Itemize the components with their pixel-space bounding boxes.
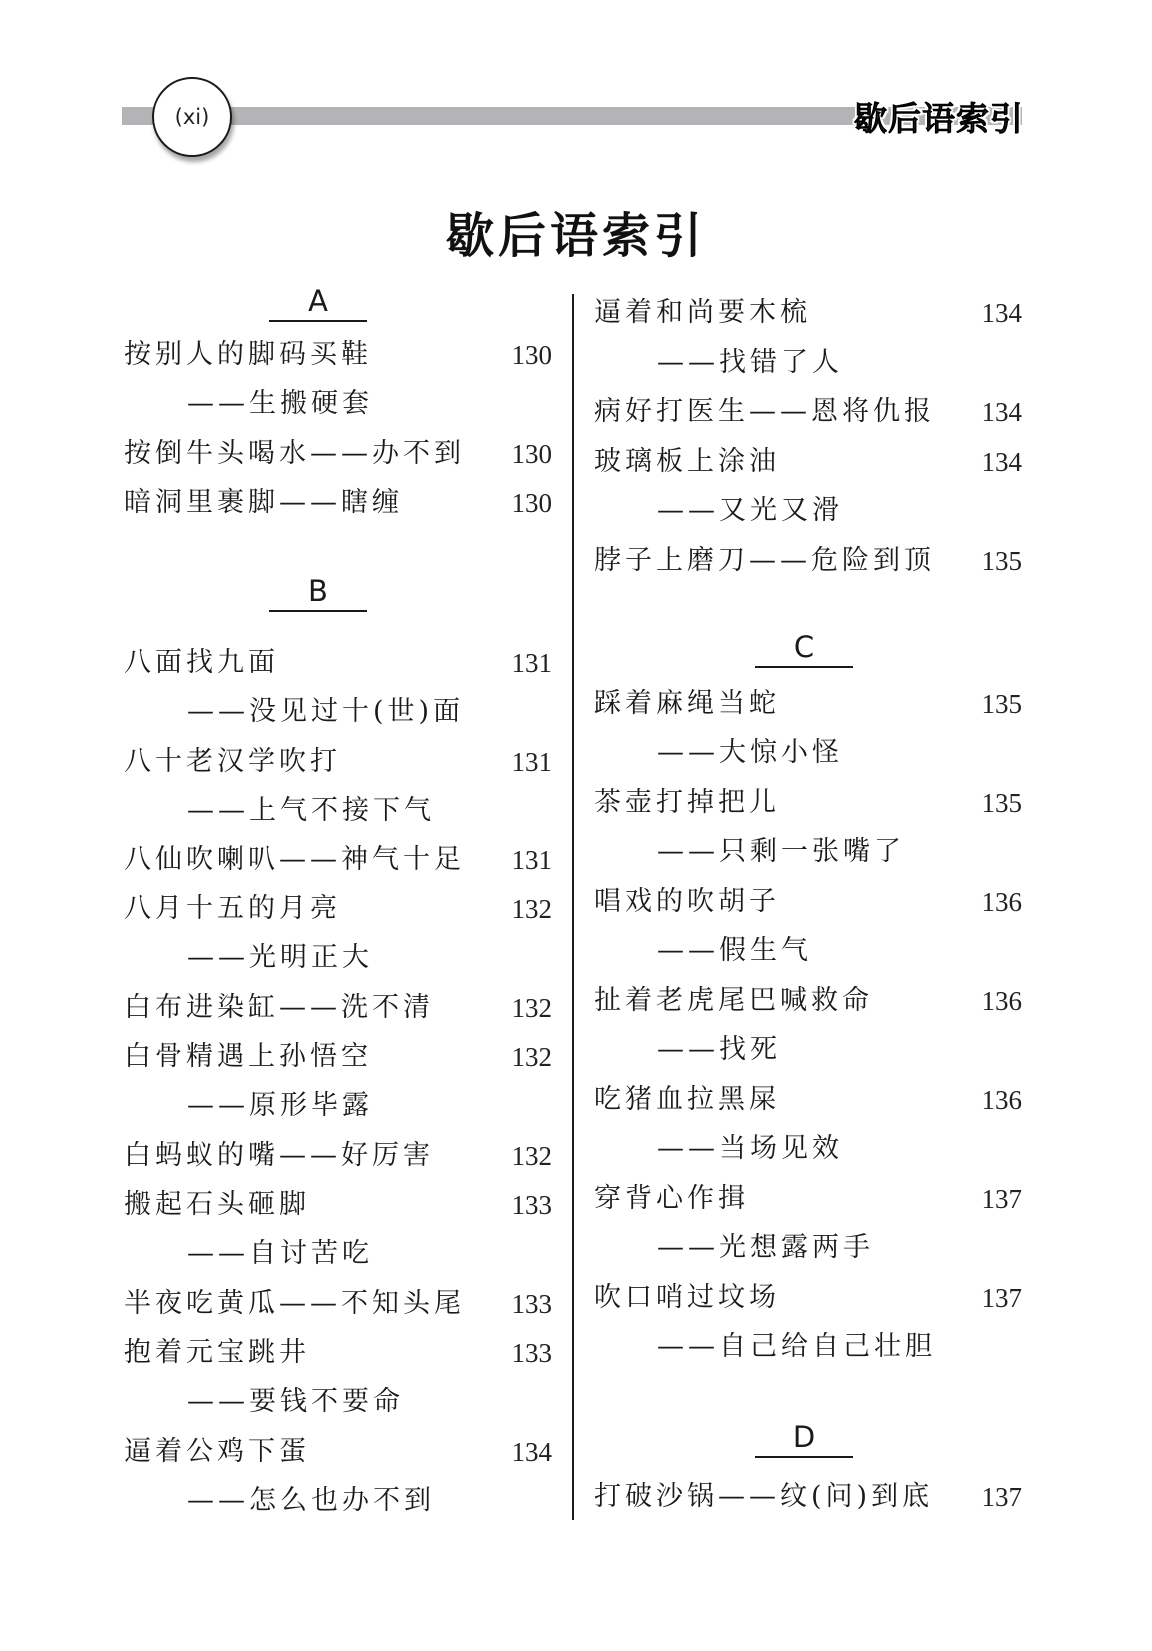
index-entry-answer (124, 1382, 552, 1422)
page-number: (xi) (174, 105, 210, 129)
entry-page: 132 (511, 1042, 552, 1072)
index-entry-answer (594, 733, 1022, 773)
entry-answer: ——又光又滑 (657, 495, 843, 526)
index-entry-answer (594, 1129, 1022, 1169)
entry-text: 暗洞里裹脚——瞎缠 (124, 487, 403, 518)
entry-answer: ——光想露两手 (657, 1232, 874, 1263)
entry-page: 134 (981, 397, 1022, 427)
entry-text: 扯着老虎尾巴喊救命 (594, 985, 873, 1016)
index-entry (124, 988, 552, 1028)
entry-answer: ——怎么也办不到 (187, 1485, 435, 1516)
entry-answer: ——假生气 (657, 935, 812, 966)
entry-text: 按倒牛头喝水——办不到 (124, 438, 465, 469)
index-entry (124, 742, 552, 782)
entry-page: 133 (511, 1289, 552, 1319)
entry-page: 133 (511, 1338, 552, 1368)
section-underline (269, 610, 367, 612)
entry-page: 134 (981, 298, 1022, 328)
index-entry (124, 1037, 552, 1077)
index-entry-answer (594, 491, 1022, 531)
entry-text: 半夜吃黄瓜——不知头尾 (124, 1288, 465, 1319)
section-heading-a (268, 284, 368, 322)
entry-text: 八月十五的月亮 (124, 893, 341, 924)
index-entry (594, 684, 1022, 724)
entry-text: 八十老汉学吹打 (124, 746, 341, 777)
entry-text: 病好打医生——恩将仇报 (594, 396, 935, 427)
index-entry (594, 442, 1022, 482)
section-heading-d (754, 1420, 854, 1458)
index-entry (594, 981, 1022, 1021)
entry-text: 吹口哨过坟场 (594, 1282, 780, 1313)
entry-page: 137 (981, 1482, 1022, 1512)
entry-page: 136 (981, 986, 1022, 1016)
index-entry-answer (124, 384, 552, 424)
running-head (854, 93, 1024, 140)
entry-answer: ——要钱不要命 (187, 1386, 404, 1417)
index-entry (594, 1477, 1022, 1517)
index-entry (124, 434, 552, 474)
index-entry-answer (594, 343, 1022, 383)
index-entry-answer (594, 832, 1022, 872)
entry-text: 按别人的脚码买鞋 (124, 339, 372, 370)
entry-answer: ——找死 (657, 1034, 781, 1065)
index-entry (594, 1278, 1022, 1318)
entry-page: 130 (511, 488, 552, 518)
section-letter: A (308, 284, 328, 318)
section-underline (755, 666, 853, 668)
entry-text: 玻璃板上涂油 (594, 446, 780, 477)
entry-text: 逼着公鸡下蛋 (124, 1436, 310, 1467)
section-letter: D (792, 1420, 816, 1454)
index-entry (594, 1179, 1022, 1219)
entry-text: 八仙吹喇叭——神气十足 (124, 844, 465, 875)
section-underline (269, 320, 367, 322)
index-entry-answer (594, 1327, 1022, 1367)
section-letter: B (308, 574, 328, 608)
entry-page: 131 (511, 747, 552, 777)
entry-answer: ——光明正大 (187, 942, 373, 973)
index-entry (124, 335, 552, 375)
index-entry (124, 1333, 552, 1373)
index-entry (124, 1185, 552, 1225)
index-entry (124, 1432, 552, 1472)
entry-answer: ——找错了人 (657, 347, 843, 378)
entry-page: 131 (511, 845, 552, 875)
entry-page: 130 (511, 439, 552, 469)
index-entry (594, 293, 1022, 333)
entry-answer: ——只剩一张嘴了 (657, 836, 905, 867)
index-entry-answer (124, 1086, 552, 1126)
page-title: 歇后语索引 (445, 208, 706, 264)
entry-answer: ——没见过十(世)面 (187, 696, 465, 727)
entry-text: 脖子上磨刀——危险到顶 (594, 545, 935, 576)
entry-text: 茶壶打掉把儿 (594, 787, 780, 818)
entry-text: 抱着元宝跳井 (124, 1337, 310, 1368)
entry-page: 132 (511, 1141, 552, 1171)
index-entry-answer (124, 692, 552, 732)
index-entry-answer (124, 1234, 552, 1274)
entry-text: 吃猪血拉黑屎 (594, 1084, 780, 1115)
entry-page: 134 (981, 447, 1022, 477)
entry-text: 打破沙锅——纹(问)到底 (594, 1481, 934, 1512)
index-entry (124, 1136, 552, 1176)
entry-answer: ——大惊小怪 (657, 737, 843, 768)
entry-answer: ——生搬硬套 (187, 388, 373, 419)
section-letter: C (793, 630, 815, 664)
column-divider (572, 294, 574, 1520)
index-entry (124, 840, 552, 880)
entry-answer: ——自讨苦吃 (187, 1238, 373, 1269)
section-heading-b (268, 574, 368, 612)
entry-page: 131 (511, 648, 552, 678)
index-entry-answer (124, 938, 552, 978)
entry-text: 白蚂蚁的嘴——好厉害 (124, 1140, 434, 1171)
index-entry (594, 783, 1022, 823)
entry-page: 133 (511, 1190, 552, 1220)
index-entry-answer (594, 931, 1022, 971)
entry-text: 唱戏的吹胡子 (594, 886, 780, 917)
index-entry (594, 882, 1022, 922)
entry-page: 136 (981, 887, 1022, 917)
running-head-text: 歇后语索引 (854, 99, 1024, 138)
index-entry-answer (124, 791, 552, 831)
index-entry (124, 889, 552, 929)
entry-text: 逼着和尚要木梳 (594, 297, 811, 328)
index-entry (594, 392, 1022, 432)
index-entry (594, 1080, 1022, 1120)
index-entry (124, 483, 552, 523)
index-entry-answer (124, 1481, 552, 1521)
entry-page: 132 (511, 894, 552, 924)
index-entry (594, 541, 1022, 581)
entry-text: 白布进染缸——洗不清 (124, 992, 434, 1023)
entry-page: 130 (511, 340, 552, 370)
entry-page: 136 (981, 1085, 1022, 1115)
index-entry (124, 1284, 552, 1324)
entry-text: 穿背心作揖 (594, 1183, 749, 1214)
index-entry-answer (594, 1030, 1022, 1070)
entry-answer: ——自己给自己壮胆 (657, 1331, 936, 1362)
entry-page: 137 (981, 1283, 1022, 1313)
entry-text: 八面找九面 (124, 647, 279, 678)
section-heading-c (754, 630, 854, 668)
entry-page: 135 (981, 788, 1022, 818)
entry-page: 132 (511, 993, 552, 1023)
entry-answer: ——原形毕露 (187, 1090, 373, 1121)
entry-page: 137 (981, 1184, 1022, 1214)
entry-page: 135 (981, 546, 1022, 576)
entry-text: 踩着麻绳当蛇 (594, 688, 780, 719)
entry-page: 134 (511, 1437, 552, 1467)
entry-text: 白骨精遇上孙悟空 (124, 1041, 372, 1072)
page-number-badge (152, 77, 232, 157)
entry-text: 搬起石头砸脚 (124, 1189, 310, 1220)
index-entry-answer (594, 1228, 1022, 1268)
section-underline (755, 1456, 853, 1458)
index-entry (124, 643, 552, 683)
entry-page: 135 (981, 689, 1022, 719)
entry-answer: ——上气不接下气 (187, 795, 435, 826)
entry-answer: ——当场见效 (657, 1133, 843, 1164)
